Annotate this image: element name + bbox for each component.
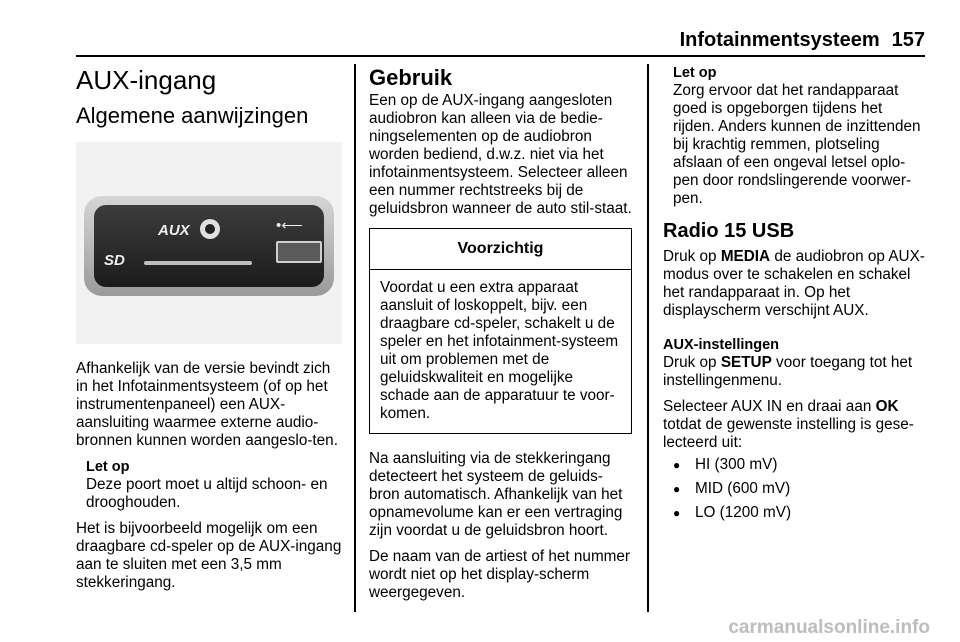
list-item: ● LO (1200 mV) — [663, 504, 926, 522]
subsection-heading: Algemene aanwijzingen — [76, 103, 309, 128]
watermark: carmanualsonline.info — [728, 617, 930, 638]
text-run: Druk op — [663, 354, 721, 371]
section-heading: AUX-ingang — [76, 65, 217, 95]
aux-settings-paragraph-2 — [663, 398, 926, 452]
example-paragraph: Het is bijvoorbeeld mogelijk om een draagbare cd-speler op de AUX-ingang aan te sluiten met een 3,5 mm stekkeringang. — [76, 520, 342, 591]
setup-key: SETUP — [720, 354, 772, 371]
aux-label: AUX — [158, 222, 190, 239]
note-title: Let op — [86, 459, 130, 475]
aux-port-photo — [76, 142, 342, 344]
list-item: ● HI (300 mV) — [663, 456, 926, 474]
display-paragraph: De naam van de artiest of het nummer wordt niet op het display-scherm weergegeven. — [369, 548, 631, 601]
note-text: Deze poort moet u altijd schoon- en drooghouden. — [86, 476, 328, 511]
aux-settings-heading: AUX-instellingen — [663, 337, 780, 353]
page-number: 157 — [891, 29, 925, 51]
header-rule — [76, 55, 925, 57]
usb-icon: •⟵ — [276, 217, 303, 234]
caution-text: Voordat u een extra apparaat aansluit of loskoppelt, bijv. een draagbare cd-speler, schakelt u de speler en het infotainment-systeem uit om problemen met de geluidskwaliteit en mogelijke schade aan de apparatuur te voor-komen. — [380, 279, 619, 422]
column-3 — [663, 64, 926, 528]
sd-slot — [144, 261, 252, 265]
text-run: voor toegang tot het instellingenmenu. — [663, 354, 913, 389]
usb-port — [276, 241, 322, 263]
sd-card-icon: SD — [104, 252, 125, 269]
aux-jack-icon — [200, 219, 220, 239]
list-item: ● MID (600 mV) — [663, 480, 926, 498]
column-2 — [369, 64, 632, 602]
radio-heading: Radio 15 USB — [663, 220, 795, 242]
column-1 — [76, 64, 342, 592]
intro-paragraph: Afhankelijk van de versie bevindt zich in het Infotainmentsysteem (of op het instrumentenpaneel) een AUX-aansluiting waarmee externe audio-bronnen kunnen worden aangeslo-ten. — [76, 360, 338, 449]
media-key: MEDIA — [720, 248, 771, 265]
ok-key: OK — [875, 398, 899, 415]
radio-paragraph — [663, 248, 926, 320]
usage-paragraph: Een op de AUX-ingang aangesloten audiobron kan alleen via de bedie-ningselementen op de audiobron worden bediend, d.w.z. niet via het infotainmentsysteem. Selecteer alleen een nummer rechtstreeks bij de geluidsbron wanneer de auto stil-staat. — [369, 92, 632, 217]
usage-heading: Gebruik — [369, 65, 453, 90]
column-divider — [354, 64, 356, 612]
text-run: totdat de gewenste instelling is gese-lecteerd uit: — [663, 416, 914, 451]
note-title: Let op — [673, 65, 717, 81]
caution-box — [369, 228, 632, 434]
header-title: Infotainmentsysteem — [679, 29, 880, 51]
note-text: Zorg ervoor dat het randapparaat goed is opgeborgen tijdens het rijden. Anders kunnen de inzittenden bij krachtig remmen, plotseling afslaan of een ongeval letsel oplo-pen door rondslingerende voorwer-pen. — [673, 82, 921, 207]
connector-panel-inner — [94, 205, 324, 287]
caution-title: Voorzichtig — [370, 229, 631, 270]
detection-paragraph: Na aansluiting via de stekkeringang detecteert het systeem de geluids-bron automatisch. Afhankelijk van het opnamevolume kan er een vertraging zijn voordat u de geluidsbron hoort. — [369, 450, 623, 539]
aux-settings-paragraph-1 — [663, 354, 926, 390]
text-run: Druk op — [663, 248, 721, 265]
option-list — [663, 456, 926, 522]
connector-panel — [84, 196, 334, 296]
text-run: Selecteer AUX IN en draai aan — [663, 398, 876, 415]
text-run: de audiobron op AUX-modus over te schakelen en schakel het randapparaat in. Op het displayscherm verschijnt AUX. — [663, 248, 925, 319]
page-header — [640, 26, 925, 54]
column-divider — [647, 64, 649, 612]
